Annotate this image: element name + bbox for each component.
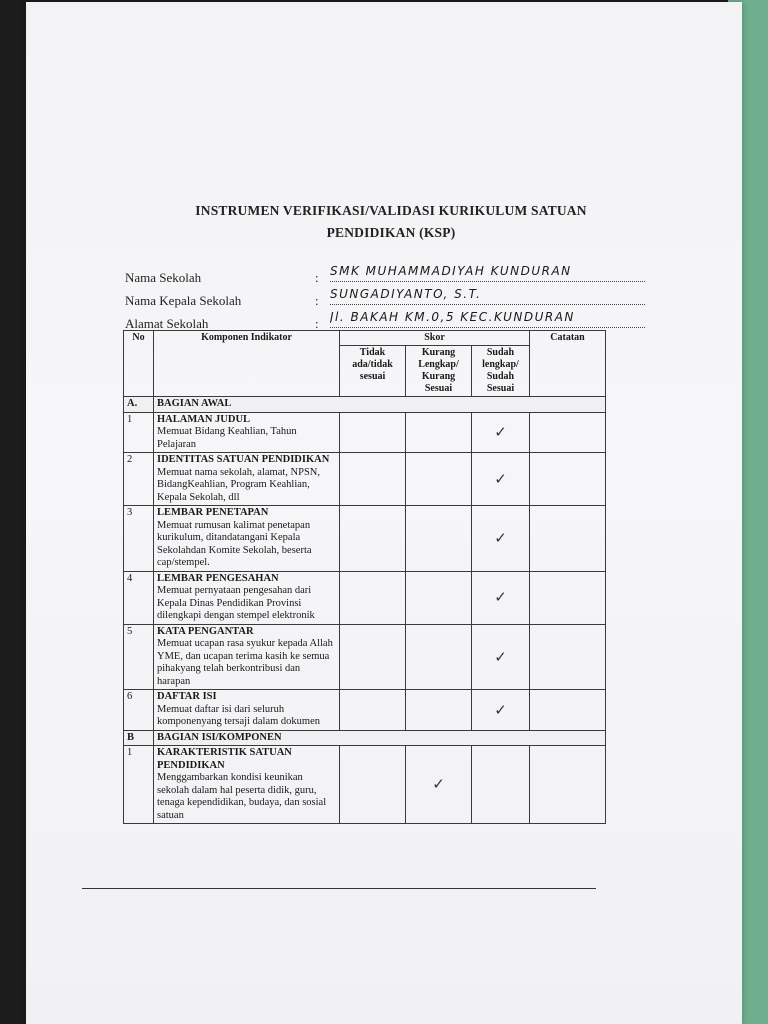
check-mark-icon: ✓ — [494, 469, 507, 488]
colon: : — [315, 270, 319, 285]
check-mark-icon: ✓ — [494, 529, 507, 547]
nama-sekolah-value: SMK MUHAMMADIYAH KUNDURAN — [330, 264, 645, 282]
score-cell-tidak — [340, 624, 406, 690]
section-no: A. — [124, 397, 154, 413]
header-catatan: Catatan — [530, 331, 606, 397]
bottom-rule — [82, 888, 596, 889]
kepala-sekolah-value: SUNGADIYANTO, S.T. — [330, 287, 645, 305]
table-row — [124, 506, 606, 572]
catatan-cell — [530, 690, 606, 731]
info-row-nama-sekolah — [125, 264, 645, 287]
score-cell-sudah — [472, 624, 530, 690]
score-cell-kurang — [406, 571, 472, 624]
header-kurang: Kurang Lengkap/ Kurang Sesuai — [406, 346, 472, 397]
row-description: Memuat Bidang Keahlian, Tahun Pelajaran — [157, 426, 297, 450]
row-no: 5 — [124, 624, 154, 690]
colon: : — [315, 293, 319, 308]
score-cell-sudah — [472, 506, 530, 572]
check-mark-icon: ✓ — [494, 647, 507, 666]
row-description: Memuat daftar isi dari seluruh komponenyang tersaji dalam dokumen — [157, 703, 321, 727]
table-row — [124, 571, 606, 624]
title-line-1: INSTRUMEN VERIFIKASI/VALIDASI KURIKULUM SATUAN — [195, 203, 587, 218]
header-no: No — [124, 331, 154, 397]
score-cell-sudah — [472, 690, 530, 731]
row-no: 3 — [124, 506, 154, 572]
row-no: 4 — [124, 571, 154, 624]
nama-sekolah-label: Nama Sekolah — [125, 270, 202, 285]
table-row — [124, 690, 606, 731]
score-cell-sudah — [472, 746, 530, 824]
row-indicator — [154, 412, 340, 453]
check-mark-icon: ✓ — [494, 423, 507, 441]
row-description: Memuat ucapan rasa syukur kepada Allah YME, dan ucapan terima kasih ke semua pihakyang telah berkontribusi dan harapan — [157, 638, 333, 687]
score-cell-tidak — [340, 690, 406, 731]
score-cell-tidak — [340, 412, 406, 453]
section-no: B — [124, 730, 154, 746]
header-row — [124, 331, 606, 346]
score-cell-tidak — [340, 506, 406, 572]
header-komponen: Komponen Indikator — [154, 331, 340, 397]
row-description: Memuat nama sekolah, alamat, NPSN, BidangKeahlian, Program Keahlian, Kepala Sekolah, dll — [157, 466, 321, 503]
document-title — [26, 200, 756, 244]
row-no: 6 — [124, 690, 154, 731]
row-indicator — [154, 746, 340, 824]
score-cell-tidak — [340, 746, 406, 824]
row-no: 1 — [124, 746, 154, 824]
table-row — [124, 624, 606, 690]
info-row-kepala-sekolah — [125, 287, 645, 310]
score-cell-kurang — [406, 453, 472, 506]
catatan-cell — [530, 746, 606, 824]
row-indicator — [154, 624, 340, 690]
alamat-value: Jl. BAKAH KM.0,5 KEC.KUNDURAN — [330, 310, 645, 328]
verification-table — [123, 330, 606, 824]
score-cell-kurang — [406, 746, 472, 824]
row-title: LEMBAR PENGESAHAN — [157, 572, 279, 584]
section-label: BAGIAN ISI/KOMPONEN — [154, 730, 606, 746]
catatan-cell — [530, 412, 606, 453]
score-cell-tidak — [340, 453, 406, 506]
table-row — [124, 412, 606, 453]
row-indicator — [154, 571, 340, 624]
row-title: LEMBAR PENETAPAN — [157, 507, 269, 518]
row-title: DAFTAR ISI — [157, 691, 217, 702]
score-cell-kurang — [406, 506, 472, 572]
catatan-cell — [530, 453, 606, 506]
row-description: Menggambarkan kondisi keunikan sekolah dalam hal peserta didik, guru, tenaga kependidikan, budaya, dan sosial satuan — [157, 772, 327, 821]
row-indicator — [154, 453, 340, 506]
score-cell-sudah — [472, 412, 530, 453]
catatan-cell — [530, 506, 606, 572]
table-row — [124, 746, 606, 824]
alamat-label: Alamat Sekolah — [125, 316, 209, 331]
row-no: 2 — [124, 453, 154, 506]
score-cell-sudah — [472, 453, 530, 506]
kepala-sekolah-label: Nama Kepala Sekolah — [125, 293, 242, 308]
score-cell-kurang — [406, 624, 472, 690]
check-mark-icon: ✓ — [494, 588, 507, 607]
table-row — [124, 453, 606, 506]
score-cell-kurang — [406, 690, 472, 731]
check-mark-icon: ✓ — [494, 700, 507, 719]
catatan-cell — [530, 571, 606, 624]
score-cell-sudah — [472, 571, 530, 624]
section-row — [124, 730, 606, 746]
section-label: BAGIAN AWAL — [154, 397, 606, 413]
catatan-cell — [530, 624, 606, 690]
row-title: IDENTITAS SATUAN PENDIDIKAN — [157, 454, 330, 465]
header-tidak: Tidak ada/tidak sesuai — [340, 346, 406, 397]
title-line-2: PENDIDIKAN (KSP) — [326, 225, 456, 240]
row-description: Memuat rumusan kalimat penetapan kurikulum, ditandatangani Kepala Sekolahdan Komite Sekolah, beserta cap/stempel. — [157, 519, 312, 568]
school-info — [125, 264, 645, 333]
header-sudah: Sudah lengkap/ Sudah Sesuai — [472, 346, 530, 397]
header-skor: Skor — [340, 331, 530, 346]
row-no: 1 — [124, 412, 154, 453]
section-row — [124, 397, 606, 413]
score-cell-tidak — [340, 571, 406, 624]
row-indicator — [154, 506, 340, 572]
row-description: Memuat pernyataan pengesahan dari Kepala Dinas Pendidikan Provinsi dilengkapi dengan stempel elektronik — [157, 585, 315, 621]
colon: : — [315, 316, 319, 331]
score-cell-kurang — [406, 412, 472, 453]
check-mark-icon: ✓ — [432, 775, 445, 794]
row-indicator — [154, 690, 340, 731]
row-title: KATA PENGANTAR — [157, 625, 254, 637]
row-title: KARAKTERISTIK SATUAN PENDIDIKAN — [157, 747, 292, 771]
document-page — [26, 2, 742, 1024]
row-title: HALAMAN JUDUL — [157, 413, 251, 425]
